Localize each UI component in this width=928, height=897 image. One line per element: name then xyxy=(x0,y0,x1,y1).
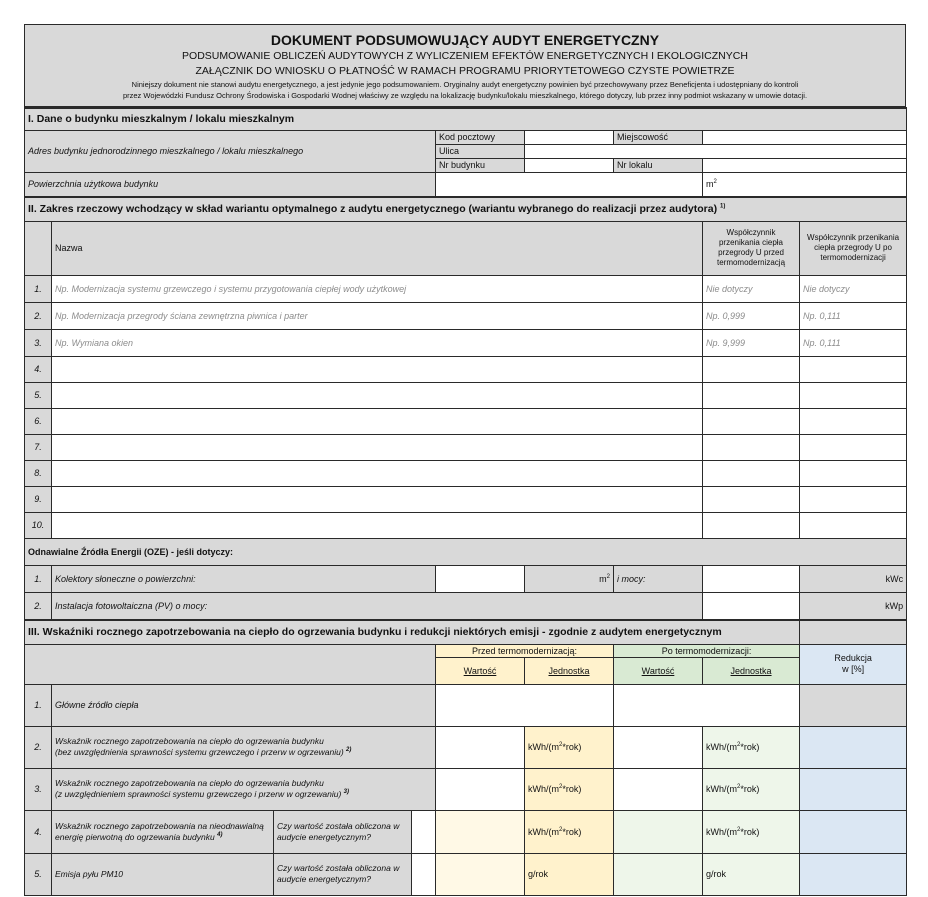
indicator-label-line-2 xyxy=(55,789,432,800)
section-3-title: III. Wskaźniki rocznego zapotrzebowania na ciepło do ogrzewania budynku i redukcji niektórych emisji - zgodnie z audytem energetycznym xyxy=(25,620,800,644)
indicator-label xyxy=(52,810,274,853)
row-number: 4. xyxy=(25,356,52,382)
row-name-field[interactable]: Np. Modernizacja systemu grzewczego i systemu przygotowania ciepłej wody użytkowej xyxy=(52,275,703,302)
unit-sup: 2 xyxy=(559,784,563,790)
indicator-label-line-2 xyxy=(55,747,432,758)
usable-area-unit-sup: 2 xyxy=(713,179,717,185)
column-name-header: Nazwa xyxy=(52,221,703,275)
before-value-field[interactable] xyxy=(436,853,525,895)
document-subtitle-2: ZAŁĄCZNIK DO WNIOSKU O PŁATNOŚĆ W RAMACH PROGRAMU PRIORYTETOWEGO CZYSTE POWIETRZE xyxy=(195,64,735,77)
row-name-field[interactable]: Np. Modernizacja przegrody ściana zewnętrzna piwnica i parter xyxy=(52,302,703,329)
row-name-field[interactable] xyxy=(52,512,703,538)
row-u-after-field[interactable] xyxy=(800,434,907,460)
unit-pre: kWh/(m xyxy=(706,742,737,752)
indicator-label xyxy=(52,768,436,810)
after-value-field[interactable] xyxy=(614,726,703,768)
oze-title: Odnawialne Źródła Energii (OZE) - jeśli dotyczy: xyxy=(25,538,907,565)
row-u-before-field[interactable]: Np. 0,999 xyxy=(703,302,800,329)
row-number: 9. xyxy=(25,486,52,512)
header-block xyxy=(25,25,906,107)
calculated-question: Czy wartość została obliczona w audycie energetycznym? xyxy=(274,810,412,853)
city-label: Miejscowość xyxy=(614,130,703,144)
unit-sup: 2 xyxy=(559,826,563,833)
before-unit: g/rok xyxy=(525,853,614,895)
postal-code-label: Kod pocztowy xyxy=(436,130,525,144)
row-u-before-field[interactable]: Nie dotyczy xyxy=(703,275,800,302)
unit-post: *rok) xyxy=(562,784,582,794)
unit-post: *rok) xyxy=(562,826,582,837)
indicator-row xyxy=(25,810,907,853)
row-name-field[interactable]: Np. Wymiana okien xyxy=(52,329,703,356)
row-number: 8. xyxy=(25,460,52,486)
row-u-after-field[interactable] xyxy=(800,382,907,408)
row-u-before-field[interactable] xyxy=(703,356,800,382)
unit-number-field[interactable] xyxy=(703,158,907,172)
solar-collectors-area-field[interactable] xyxy=(436,565,525,592)
before-value-field[interactable] xyxy=(436,726,525,768)
indicator-row xyxy=(25,853,907,895)
reduction-label: Redukcja xyxy=(834,652,872,663)
usable-area-label: Powierzchnia użytkowa budynku xyxy=(25,172,436,196)
section-1-title: I. Dane o budynku mieszkalnym / lokalu mieszkalnym xyxy=(25,108,907,130)
row-u-before-field[interactable]: Np. 9,999 xyxy=(703,329,800,356)
table-row xyxy=(25,302,907,329)
row-number: 10. xyxy=(25,512,52,538)
after-value-header: Wartość xyxy=(614,657,703,684)
table-row xyxy=(25,512,907,538)
indicator-footnote-ref: 2) xyxy=(346,747,352,754)
unit-post: *rok) xyxy=(740,742,760,752)
row-name-field[interactable] xyxy=(52,460,703,486)
after-value-field[interactable] xyxy=(614,853,703,895)
row-u-after-field[interactable] xyxy=(800,460,907,486)
oze-row-number: 2. xyxy=(25,592,52,619)
indicator-label: Główne źródło ciepła xyxy=(52,684,436,726)
row-name-field[interactable] xyxy=(52,486,703,512)
street-field[interactable] xyxy=(525,144,907,158)
before-unit xyxy=(525,768,614,810)
calculated-answer-field[interactable] xyxy=(412,853,436,895)
unit-pre: kWh/(m xyxy=(528,784,559,794)
indicator-row xyxy=(25,726,907,768)
usable-area-field[interactable] xyxy=(436,172,703,196)
reduction-header xyxy=(800,644,907,684)
calculated-question: Czy wartość została obliczona w audycie energetycznym? xyxy=(274,853,412,895)
solar-collectors-label: Kolektory słoneczne o powierzchni: xyxy=(52,565,436,592)
row-u-after-field[interactable]: Nie dotyczy xyxy=(800,275,907,302)
unit-pre: kWh/(m xyxy=(528,742,559,752)
solar-collectors-power-unit: kWc xyxy=(800,565,907,592)
indicator-label: Emisja pyłu PM10 xyxy=(52,853,274,895)
before-value-field[interactable] xyxy=(436,768,525,810)
row-name-field[interactable] xyxy=(52,434,703,460)
row-u-before-field[interactable] xyxy=(703,460,800,486)
before-value-header: Wartość xyxy=(436,657,525,684)
unit-sup: 2 xyxy=(737,826,741,833)
row-u-before-field[interactable] xyxy=(703,408,800,434)
indicator-number: 1. xyxy=(25,684,52,726)
column-number-header xyxy=(25,221,52,275)
unit-post: *rok) xyxy=(740,826,760,837)
row-number: 6. xyxy=(25,408,52,434)
document-note-2: przez Wojewódzki Fundusz Ochrony Środowiska i Gospodarki Wodnej właściwy ze względu na lokalizację budynku/lokalu mieszkalnego, którego dotyczy, lub przez inny podmiot wskazany w umowie dotacji. xyxy=(122,90,808,100)
table-row xyxy=(25,382,907,408)
indicator-number: 4. xyxy=(25,810,52,853)
indicator-reduction-cell xyxy=(800,684,907,726)
row-u-after-field[interactable] xyxy=(800,408,907,434)
row-u-after-field[interactable] xyxy=(800,512,907,538)
row-name-field[interactable] xyxy=(52,382,703,408)
solar-area-unit-sup: 2 xyxy=(606,573,610,580)
indicator-row xyxy=(25,768,907,810)
row-u-after-field[interactable] xyxy=(800,486,907,512)
reduction-field[interactable] xyxy=(800,853,907,895)
after-unit: g/rok xyxy=(703,853,800,895)
unit-pre: kWh/(m xyxy=(706,784,737,794)
solar-collectors-power-label: i mocy: xyxy=(614,565,703,592)
unit-number-label: Nr lokalu xyxy=(614,158,703,172)
row-u-before-field[interactable] xyxy=(703,512,800,538)
column-u-before-header: Współczynnik przenikania ciepła przegrody U przed termomodernizacją xyxy=(703,221,800,275)
row-number: 1. xyxy=(25,275,52,302)
unit-pre: kWh/(m xyxy=(706,826,737,837)
reduction-unit: w [%] xyxy=(842,664,865,674)
row-number: 3. xyxy=(25,329,52,356)
unit-sup: 2 xyxy=(559,742,563,748)
address-label: Adres budynku jednorodzinnego mieszkalnego / lokalu mieszkalnego xyxy=(25,130,436,172)
row-u-before-field[interactable] xyxy=(703,434,800,460)
after-value-field[interactable] xyxy=(614,768,703,810)
before-value-field[interactable] xyxy=(436,810,525,853)
section-2-footnote-ref: 1) xyxy=(720,203,726,210)
solar-area-unit-text: m xyxy=(599,573,607,584)
section-2-title xyxy=(25,197,907,221)
table-row xyxy=(25,329,907,356)
row-u-before-field[interactable] xyxy=(703,486,800,512)
indicator-number: 3. xyxy=(25,768,52,810)
audit-summary-document xyxy=(24,24,906,896)
indicator-row xyxy=(25,684,907,726)
indicator-label-line-1: Wskaźnik rocznego zapotrzebowania na ciepło do ogrzewania budynku xyxy=(55,736,324,747)
after-value-field[interactable] xyxy=(614,810,703,853)
before-unit xyxy=(525,810,614,853)
usable-area-unit xyxy=(703,172,907,196)
heat-source-before-field[interactable] xyxy=(436,684,614,726)
city-field[interactable] xyxy=(703,130,907,144)
unit-pre: kWh/(m xyxy=(528,826,559,837)
street-label: Ulica xyxy=(436,144,525,158)
indicator-footnote-ref: 4) xyxy=(217,831,223,838)
after-unit xyxy=(703,726,800,768)
after-unit xyxy=(703,768,800,810)
row-number: 5. xyxy=(25,382,52,408)
document-note-1: Niniejszy dokument nie stanowi audytu energetycznego, a jest jedynie jego podsumowaniem. Oryginalny audyt energetyczny powinien być przechowywany przez Beneficjenta i udostępniany do kontroli xyxy=(131,79,799,89)
column-u-after-header: Współczynnik przenikania ciepła przegrody U po termomodernizacji xyxy=(800,221,907,275)
indicator-label-text: Wskaźnik rocznego zapotrzebowania na nieodnawialną energię pierwotną do ogrzewania budynku xyxy=(55,820,264,842)
photovoltaic-label: Instalacja fotowoltaiczna (PV) o mocy: xyxy=(52,592,703,619)
before-unit-header: Jednostka xyxy=(525,657,614,684)
row-number: 7. xyxy=(25,434,52,460)
table-row xyxy=(25,434,907,460)
unit-post: *rok) xyxy=(562,742,582,752)
section-building-data xyxy=(24,107,907,197)
table-row xyxy=(25,408,907,434)
row-name-field[interactable] xyxy=(52,408,703,434)
before-unit xyxy=(525,726,614,768)
usable-area-unit-text: m xyxy=(706,179,714,189)
section-indicators xyxy=(24,620,907,896)
section-scope xyxy=(24,197,907,620)
postal-code-field[interactable] xyxy=(525,130,614,144)
calculated-answer-field[interactable] xyxy=(412,810,436,853)
indicator-label-line-1: Wskaźnik rocznego zapotrzebowania na ciepło do ogrzewania budynku xyxy=(55,778,324,789)
solar-collectors-power-field[interactable] xyxy=(703,565,800,592)
heat-source-after-field[interactable] xyxy=(614,684,800,726)
oze-row-number: 1. xyxy=(25,565,52,592)
photovoltaic-power-unit: kWp xyxy=(800,592,907,619)
row-u-after-field[interactable]: Np. 0,111 xyxy=(800,302,907,329)
row-name-field[interactable] xyxy=(52,356,703,382)
unit-post: *rok) xyxy=(740,784,760,794)
table-row xyxy=(25,486,907,512)
row-u-before-field[interactable] xyxy=(703,382,800,408)
building-number-field[interactable] xyxy=(525,158,614,172)
reduction-field[interactable] xyxy=(800,810,907,853)
indicator-label xyxy=(52,726,436,768)
row-u-after-field[interactable] xyxy=(800,356,907,382)
solar-collectors-area-unit xyxy=(525,565,614,592)
reduction-field[interactable] xyxy=(800,726,907,768)
document-header xyxy=(24,24,906,107)
section-2-title-text: II. Zakres rzeczowy wchodzący w skład wariantu optymalnego z audytu energetycznego (wariantu wybranego do realizacji przez audytora) xyxy=(28,203,718,215)
before-header: Przed termomodernizacją: xyxy=(436,644,614,657)
after-header: Po termomodernizacji: xyxy=(614,644,800,657)
row-u-after-field[interactable]: Np. 0,111 xyxy=(800,329,907,356)
indicators-header-blank xyxy=(25,644,436,684)
indicator-number: 2. xyxy=(25,726,52,768)
table-row xyxy=(25,460,907,486)
indicator-label-line-2-text: (z uwzględnieniem sprawności systemu grzewczego i przerw w ogrzewaniu) xyxy=(55,789,342,799)
table-row xyxy=(25,275,907,302)
building-number-label: Nr budynku xyxy=(436,158,525,172)
row-number: 2. xyxy=(25,302,52,329)
reduction-field[interactable] xyxy=(800,768,907,810)
document-subtitle-1: PODSUMOWANIE OBLICZEŃ AUDYTOWYCH Z WYLICZENIEM EFEKTÓW ENERGETYCZNYCH I EKOLOGICZNYCH xyxy=(182,49,748,62)
document-title: DOKUMENT PODSUMOWUJĄCY AUDYT ENERGETYCZNY xyxy=(270,31,660,48)
photovoltaic-power-field[interactable] xyxy=(703,592,800,619)
after-unit xyxy=(703,810,800,853)
table-row xyxy=(25,356,907,382)
section-3-title-spacer xyxy=(800,620,907,644)
unit-sup: 2 xyxy=(737,784,741,790)
indicator-label-line-2-text: (bez uwzględnienia sprawności systemu grzewczego i przerw w ogrzewaniu) xyxy=(55,747,344,757)
after-unit-header: Jednostka xyxy=(703,657,800,684)
indicator-number: 5. xyxy=(25,853,52,895)
unit-sup: 2 xyxy=(737,742,741,748)
indicator-footnote-ref: 3) xyxy=(343,789,349,796)
